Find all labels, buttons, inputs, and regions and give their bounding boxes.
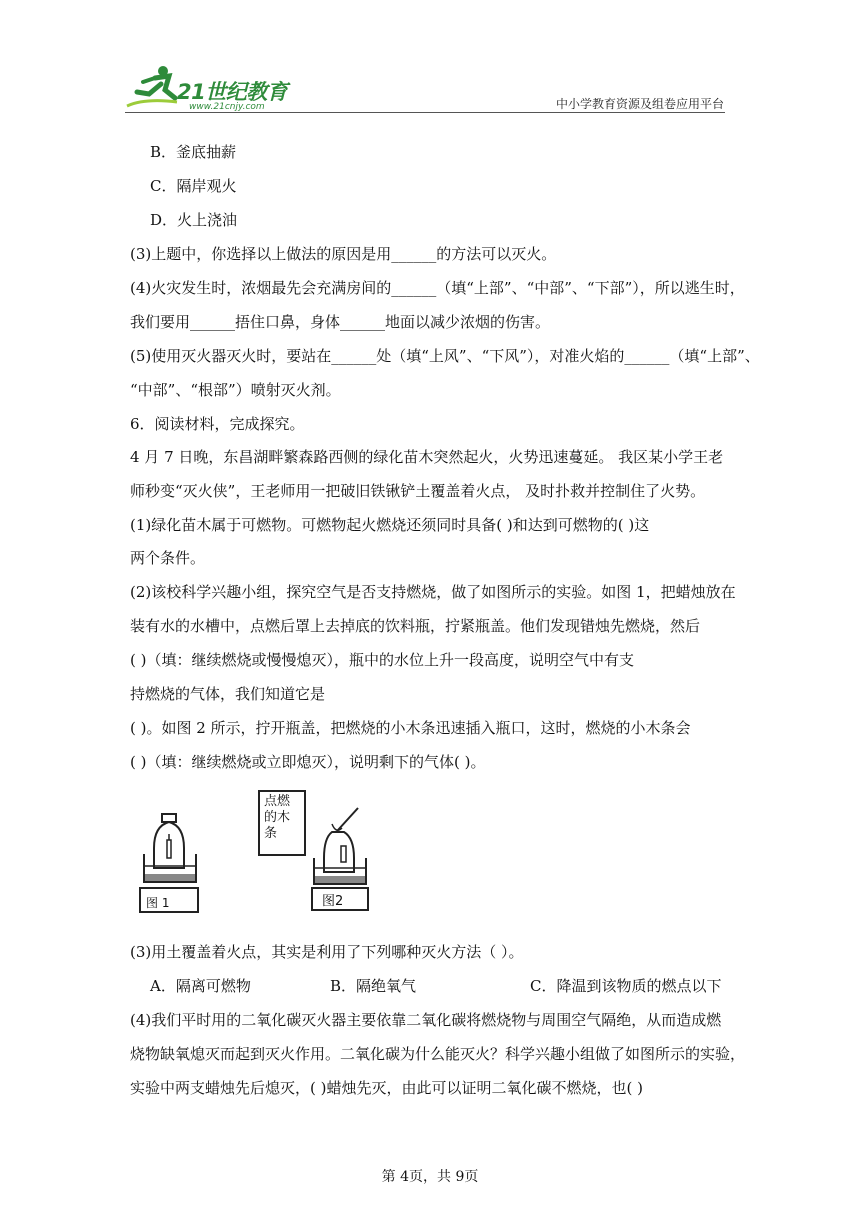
- logo-text: 21世纪教育: [177, 80, 288, 104]
- q6-2-line5: ( )。如图 2 所示，拧开瓶盖，把燃烧的小木条迅速插入瓶口，这时，燃烧的小木条会: [130, 719, 691, 737]
- q6-3-option-a: A．隔离可燃物: [150, 977, 251, 995]
- question-5-line2: “中部”、“根部”）喷射灭火剂。: [130, 381, 341, 399]
- q6-1-line1: (1)绿化苗木属于可燃物。可燃物起火燃烧还须同时具备( )和达到可燃物的( )这: [130, 516, 650, 534]
- q6-2-line6: ( )（填：继续燃烧或立即熄灭），说明剩下的气体( )。: [130, 753, 486, 771]
- logo-url: www.21cnjy.com: [189, 102, 265, 112]
- q6-2-line2: 装有水的水槽中，点燃后罩上去掉底的饮料瓶，拧紧瓶盖。他们发现错烛先燃烧，然后: [130, 617, 701, 635]
- q6-4-line2: 烧物缺氧熄灭而起到灭火作用。二氧化碳为什么能灭火？科学兴趣小组做了如图所示的实验，: [130, 1045, 746, 1063]
- runner-icon: [125, 62, 185, 112]
- question-5-line1: (5)使用灭火器灭火时，要站在______处（填“上风”、“下风”），对准火焰的______（填“上部”、: [130, 347, 760, 365]
- q6-3-option-b: B．隔绝氧气: [330, 977, 417, 995]
- material-line1: 4 月 7 日晚，东昌湖畔繁森路西侧的绿化苗木突然起火，火势迅速蔓延。 我区某小学王老: [130, 448, 724, 466]
- q6-4-line3: 实验中两支蜡烛先后熄灭，( )蜡烛先灭，由此可以证明二氧化碳不燃烧，也( ): [130, 1079, 643, 1097]
- section-6-title: 6．阅读材料，完成探究。: [130, 415, 305, 433]
- option-c: C．隔岸观火: [150, 177, 237, 195]
- figure-1-label: 图 1: [146, 896, 170, 910]
- header-divider: [125, 112, 725, 113]
- option-d: D．火上浇油: [150, 211, 238, 229]
- question-4-line1: (4)火灾发生时，浓烟最先会充满房间的______（填“上部”、“中部”、“下部”），所以逃生时，: [130, 279, 745, 297]
- lit-stick-label: 点燃的木条: [264, 794, 291, 841]
- q6-3-option-c: C．降温到该物质的燃点以下: [530, 977, 722, 995]
- material-line2: 师秒变“灭火侠”，王老师用一把破旧铁锹铲土覆盖着火点， 及时扑救并控制住了火势。: [130, 482, 706, 500]
- q6-4-line1: (4)我们平时用的二氧化碳灭火器主要依靠二氧化碳将燃烧物与周围空气隔绝，从而造成燃: [130, 1011, 722, 1029]
- page-number: 第 4页，共 9页: [381, 1169, 479, 1185]
- platform-name: 中小学教育资源及组卷应用平台: [555, 97, 724, 111]
- q6-2-line3: ( )（填：继续燃烧或慢慢熄灭），瓶中的水位上升一段高度，说明空气中有支: [130, 651, 634, 669]
- q6-3: (3)用土覆盖着火点，其实是利用了下列哪种灭火方法（ ）。: [130, 943, 524, 961]
- figure-2-label: 图2: [322, 894, 344, 909]
- q6-2-line4: 持燃烧的气体，我们知道它是: [130, 685, 326, 703]
- experiment-figures: [138, 788, 378, 918]
- question-4-line2: 我们要用______捂住口鼻，身体______地面以减少浓烟的伤害。: [130, 313, 551, 331]
- lit-stick-label-box: [258, 790, 306, 856]
- question-3: (3)上题中，你选择以上做法的原因是用______的方法可以灭火。: [130, 245, 557, 263]
- option-b: B．釜底抽薪: [150, 143, 237, 161]
- site-logo: [125, 62, 295, 114]
- q6-1-line2: 两个条件。: [130, 549, 206, 567]
- q6-2-line1: (2)该校科学兴趣小组，探究空气是否支持燃烧，做了如图所示的实验。如图 1，把蜡烛放在: [130, 583, 736, 601]
